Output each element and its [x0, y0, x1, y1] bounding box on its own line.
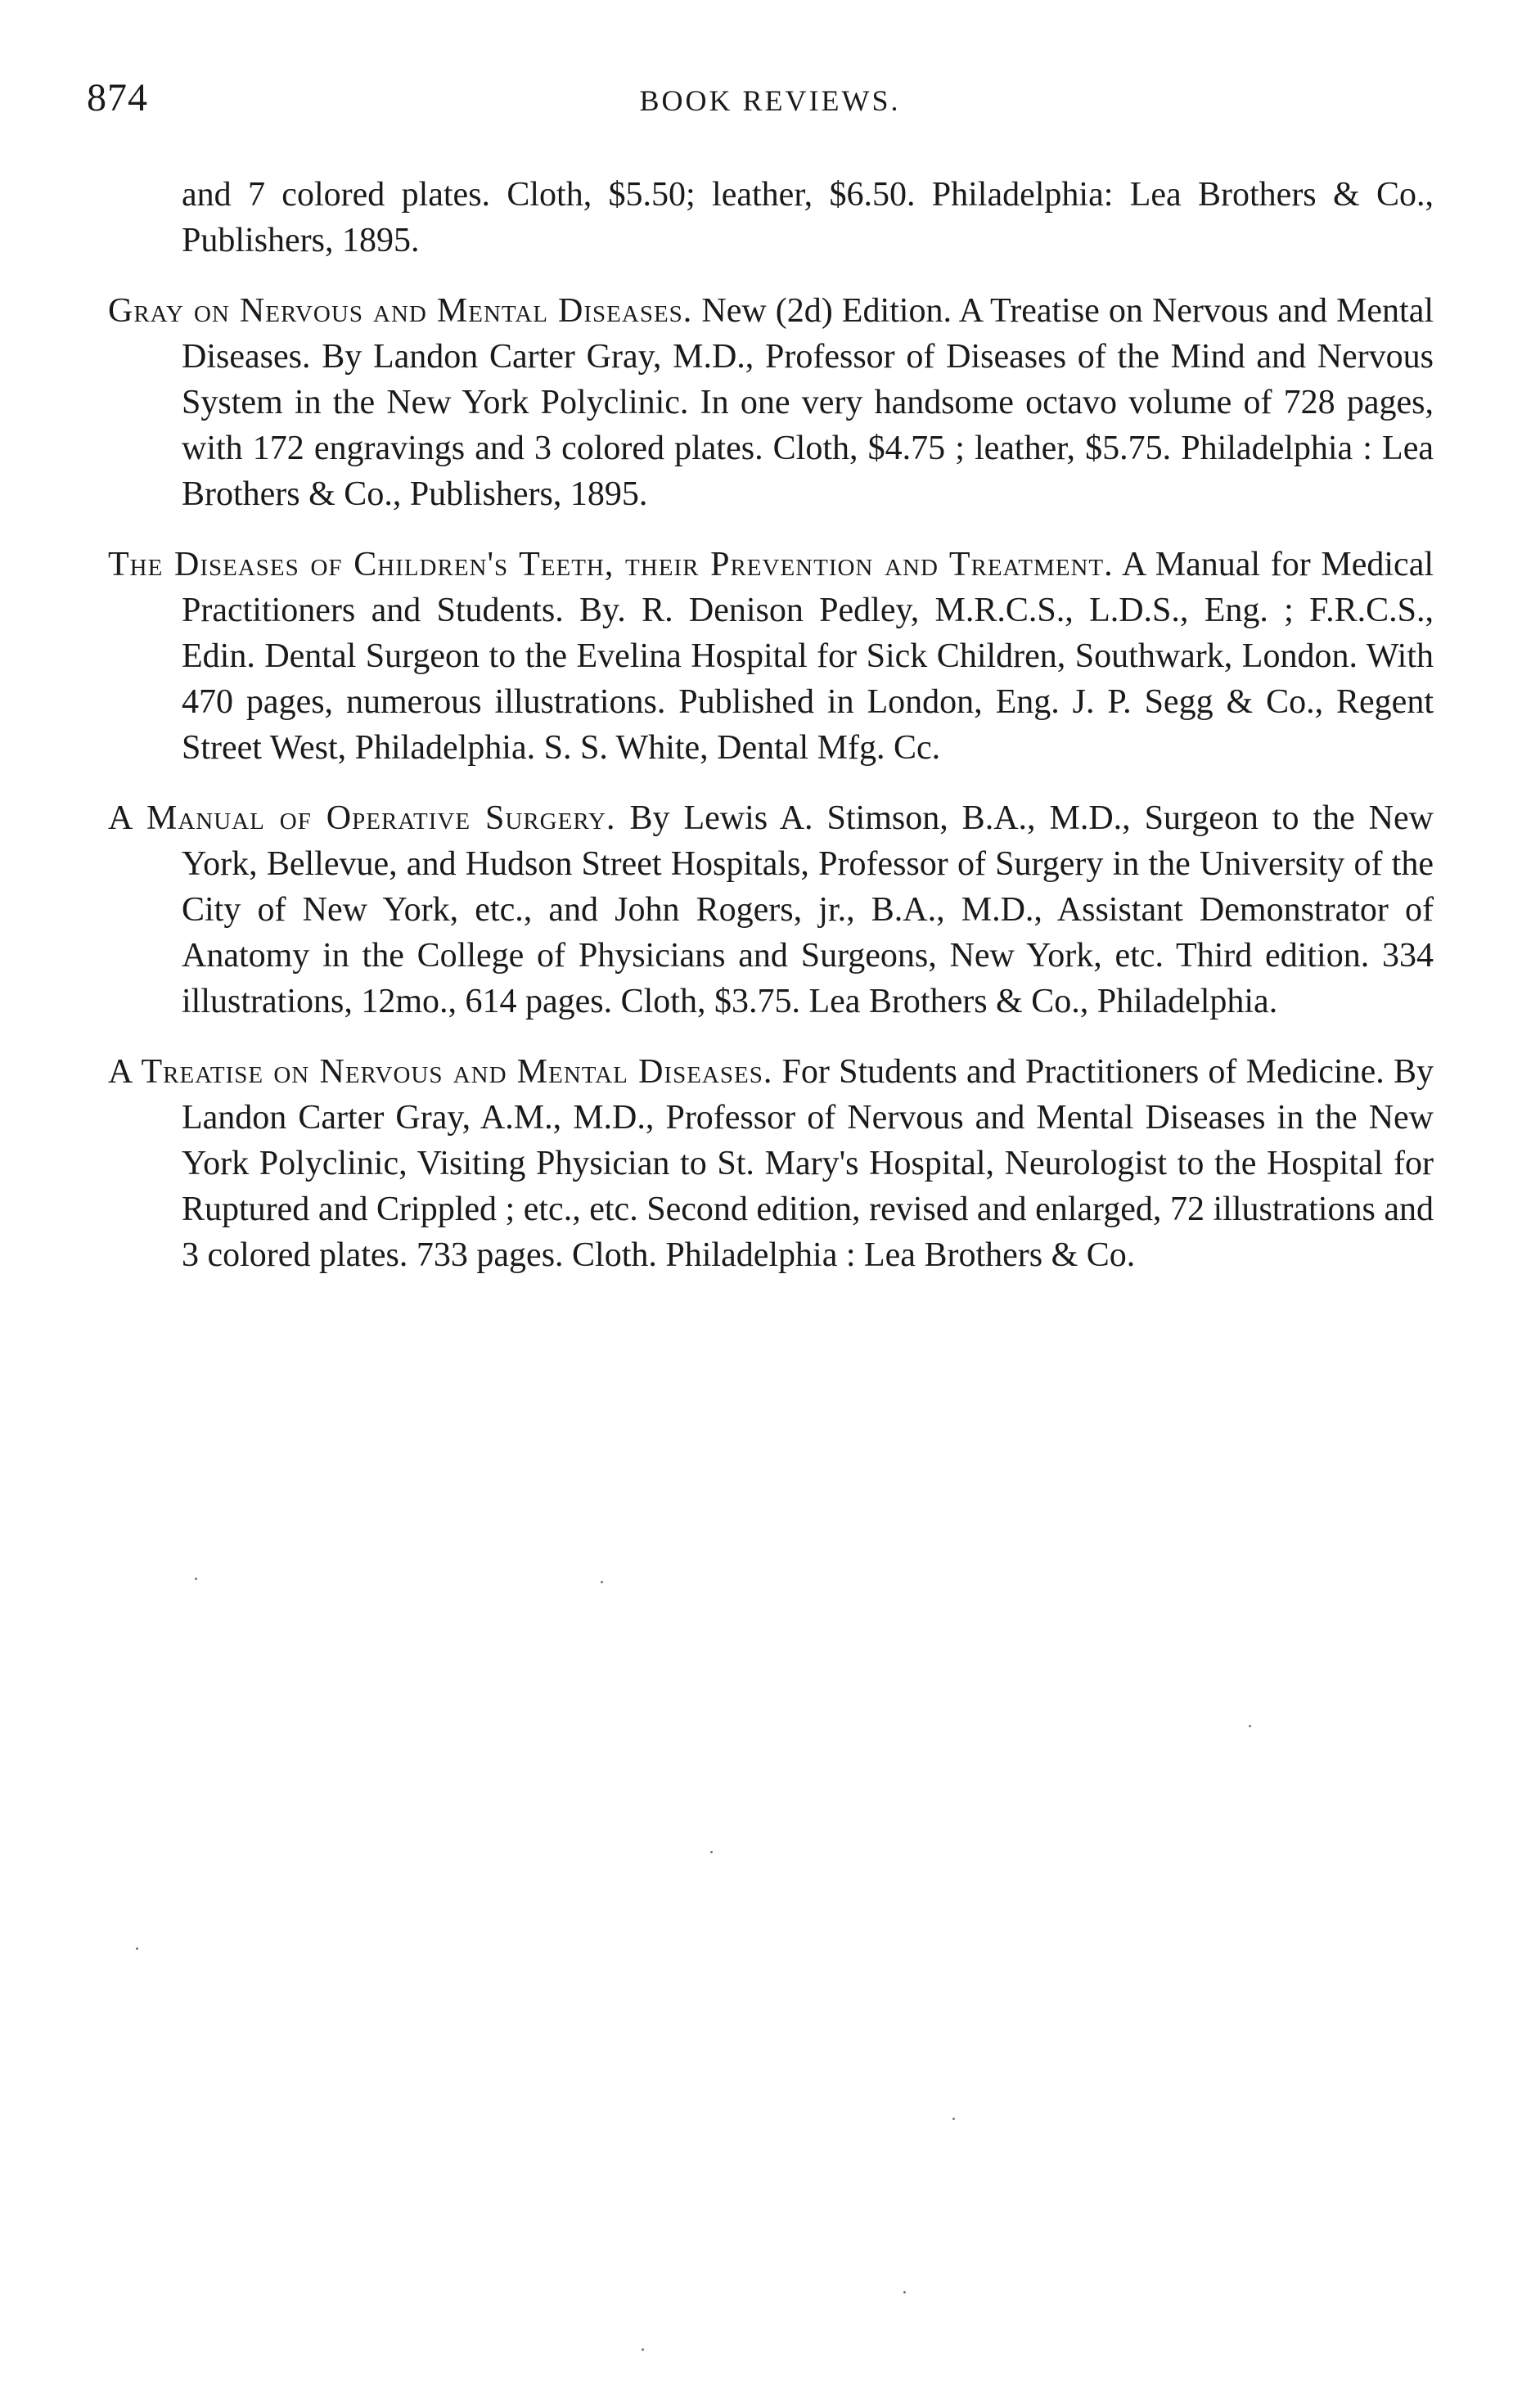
speck: [710, 1851, 713, 1853]
entry-title: A Manual of Operative Surgery.: [108, 799, 616, 837]
book-review-list: [108, 172, 1434, 1303]
review-entry: [108, 542, 1434, 771]
page-number: 874: [87, 76, 148, 119]
speck: [952, 2118, 955, 2120]
review-entry-continued: [108, 172, 1434, 263]
entry-text: New (2d) Edition. A Treatise on Nervous and Mental Diseases. By Landon Carter Gray, M.D., Professor of Diseases of the Mind and Nervous System in the New York Polyclinic. In one very handsome octavo volume of 728 pages, with 172 engravings and 3 colored plates. Cloth, $4.75 ; leather, $5.75. Philadelphia : Lea Brothers & Co., Publishers, 1895.: [182, 292, 1434, 513]
review-entry: [108, 1049, 1434, 1278]
running-head: BOOK REVIEWS.: [639, 84, 901, 117]
entry-text: For Students and Practitioners of Medicine. By Landon Carter Gray, A.M., M.D., Professor of Nervous and Mental Diseases in the New York Polyclinic, Visiting Physician to St. Mary's Hospital, Neurologist to the Hospital for Ruptured and Crippled ; etc., etc. Second edition, revised and enlarged, 72 illustrations and 3 colored plates. 733 pages. Cloth. Philadelphia : Lea Brothers & Co.: [182, 1053, 1434, 1274]
review-entry: [108, 288, 1434, 517]
entry-title: A Treatise on Nervous and Mental Diseases.: [108, 1053, 773, 1091]
speck: [1249, 1725, 1251, 1727]
entry-text: A Manual for Medical Practitioners and Students. By. R. Denison Pedley, M.R.C.S., L.D.S., Eng. ; F.R.C.S., Edin. Dental Surgeon to the Evelina Hospital for Sick Children, Southwark, London. With 470 pages, numerous illustrations. Published in London, Eng. J. P. Segg & Co., Regent Street West, Philadelphia. S. S. White, Dental Mfg. Cc.: [182, 546, 1434, 767]
entry-text: and 7 colored plates. Cloth, $5.50; leather, $6.50. Philadelphia: Lea Brothers & Co., Publishers, 1895.: [182, 176, 1434, 259]
entry-title: Gray on Nervous and Mental Diseases.: [108, 292, 693, 330]
speck: [136, 1947, 138, 1950]
entry-title: The Diseases of Children's Teeth, their Prevention and Treatment.: [108, 546, 1114, 583]
speck: [195, 1578, 197, 1580]
review-entry: [108, 795, 1434, 1024]
speck: [903, 2291, 906, 2294]
speck: [642, 2348, 644, 2351]
entry-text: By Lewis A. Stimson, B.A., M.D., Surgeon to the New York, Bellevue, and Hudson Street Hospitals, Professor of Surgery in the University of the City of New York, etc., and John Rogers, jr., B.A., M.D., Assistant Demonstrator of Anatomy in the College of Physicians and Surgeons, New York, etc. Third edition. 334 illustrations, 12mo., 614 pages. Cloth, $3.75. Lea Brothers & Co., Philadelphia.: [182, 799, 1434, 1020]
speck: [601, 1581, 603, 1583]
